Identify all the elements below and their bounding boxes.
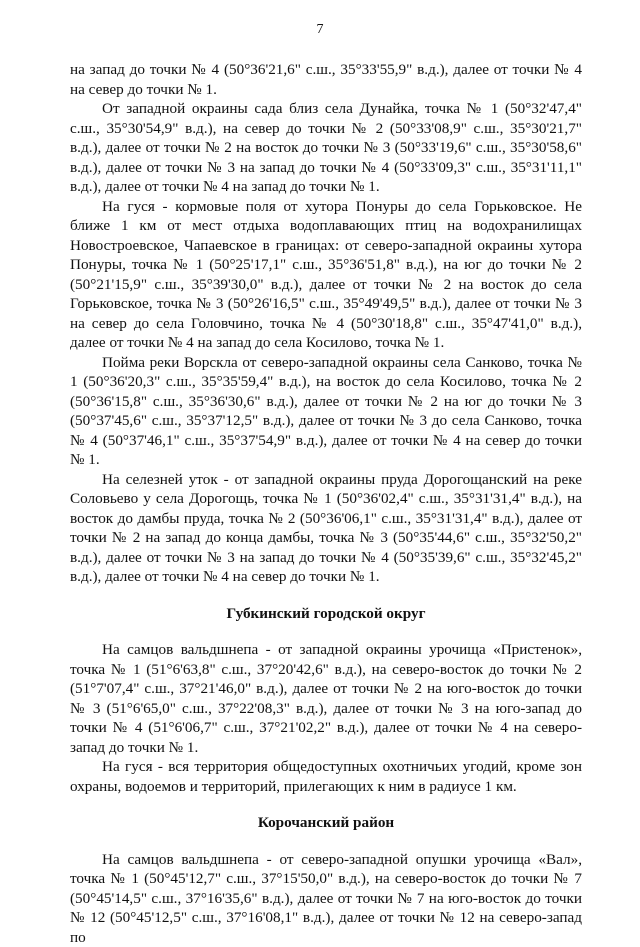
paragraph: На гуся - кормовые поля от хутора Понуры до села Горьковское. Не ближе 1 км от мест отдыха водоплавающих птиц на водохранилищах Новостроевское, Чапаевское в границах: от северо-западной окраины хутора Понуры, точка № 1 (50°25'17,1" с.ш., 35°36'51,8" в.д.), на юг до точки № 2 (50°21'15,9" с.ш., 35°39'30,0" в.д.), далее от точки № 2 на восток до села Горьковское, точка № 3 (50°26'16,5" с.ш., 35°49'49,5" в.д.), далее от точки № 3 на север до села Головчино, точка № 4 (50°30'18,8" с.ш., 35°47'41,0" в.д.), далее от точки № 4 на запад до села Косилово, точка № 1. xyxy=(70,197,582,353)
section-heading-gubkin: Губкинский городской округ xyxy=(70,604,582,624)
paragraph: На гуся - вся территория общедоступных охотничьих угодий, кроме зон охраны, водоемов и территорий, прилегающих к ним в радиусе 1 км. xyxy=(70,757,582,796)
paragraph: на запад до точки № 4 (50°36'21,6" с.ш., 35°33'55,9" в.д.), далее от точки № 4 на север до точки № 1. xyxy=(70,60,582,99)
paragraph: На самцов вальдшнепа - от северо-западной опушки урочища «Вал», точка № 1 (50°45'12,7" с.ш., 37°15'50,0" в.д.), на северо-восток до точки № 7 (50°45'14,5" с.ш., 37°16'35,6" в.д.), далее от точки № 7 на юго-восток до точки № 12 (50°45'12,5" с.ш., 37°16'08,1" в.д.), далее от точки № 12 на северо-запад по xyxy=(70,850,582,947)
page-number: 7 xyxy=(0,20,640,40)
paragraph: На селезней уток - от западной окраины пруда Дорогощанский на реке Соловьево у села Дорогощь, точка № 1 (50°36'02,4" с.ш., 35°31'31,4" в.д.), на восток до дамбы пруда, точка № 2 (50°36'06,1" с.ш., 35°31'31,4" в.д.), далее от точки № 2 на запад до конца дамбы, точка № 3 (50°35'44,6" с.ш., 35°32'50,2" в.д.), далее от точки № 3 на запад до точки № 4 (50°35'39,6" с.ш., 35°32'45,2" в.д.), далее от точки № 4 на север до точки № 1. xyxy=(70,470,582,587)
document-body xyxy=(70,60,582,947)
paragraph: На самцов вальдшнепа - от западной окраины урочища «Пристенок», точка № 1 (51°6'63,8" с.ш., 37°20'42,6" в.д.), на северо-восток до точки № 2 (51°7'07,4" с.ш., 37°21'46,0" в.д.), далее от точки № 2 на юго-восток до точки № 3 (51°6'65,0" с.ш., 37°22'08,3" в.д.), далее от точки № 3 на юго-запад до точки № 4 (51°6'06,7" с.ш., 37°21'02,2" в.д.), далее от точки № 4 на северо-запад до точки № 1. xyxy=(70,640,582,757)
paragraph: От западной окраины сада близ села Дунайка, точка № 1 (50°32'47,4" с.ш., 35°30'54,9" в.д.), на север до точки № 2 (50°33'08,9" с.ш., 35°30'21,7" в.д.), далее от точки № 2 на восток до точки № 3 (50°33'19,6" с.ш., 35°30'58,6" в.д.), далее от точки № 3 на запад до точки № 4 (50°33'09,3" с.ш., 35°31'11,1" в.д.), далее от точки № 4 на запад до точки № 1. xyxy=(70,99,582,197)
section-heading-korocha: Корочанский район xyxy=(70,813,582,833)
paragraph: Пойма реки Ворскла от северо-западной окраины села Санково, точка № 1 (50°36'20,3" с.ш., 35°35'59,4" в.д.), на восток до села Косилово, точка № 2 (50°36'15,8" с.ш., 35°36'30,6" в.д.), далее от точки № 2 на юг до точки № 3 (50°37'45,6" с.ш., 35°37'12,5" в.д.), далее от точки № 3 до села Санково, точка № 4 (50°37'46,1" с.ш., 35°37'54,9" в.д.), далее от точки № 4 на север до точки № 1. xyxy=(70,353,582,470)
